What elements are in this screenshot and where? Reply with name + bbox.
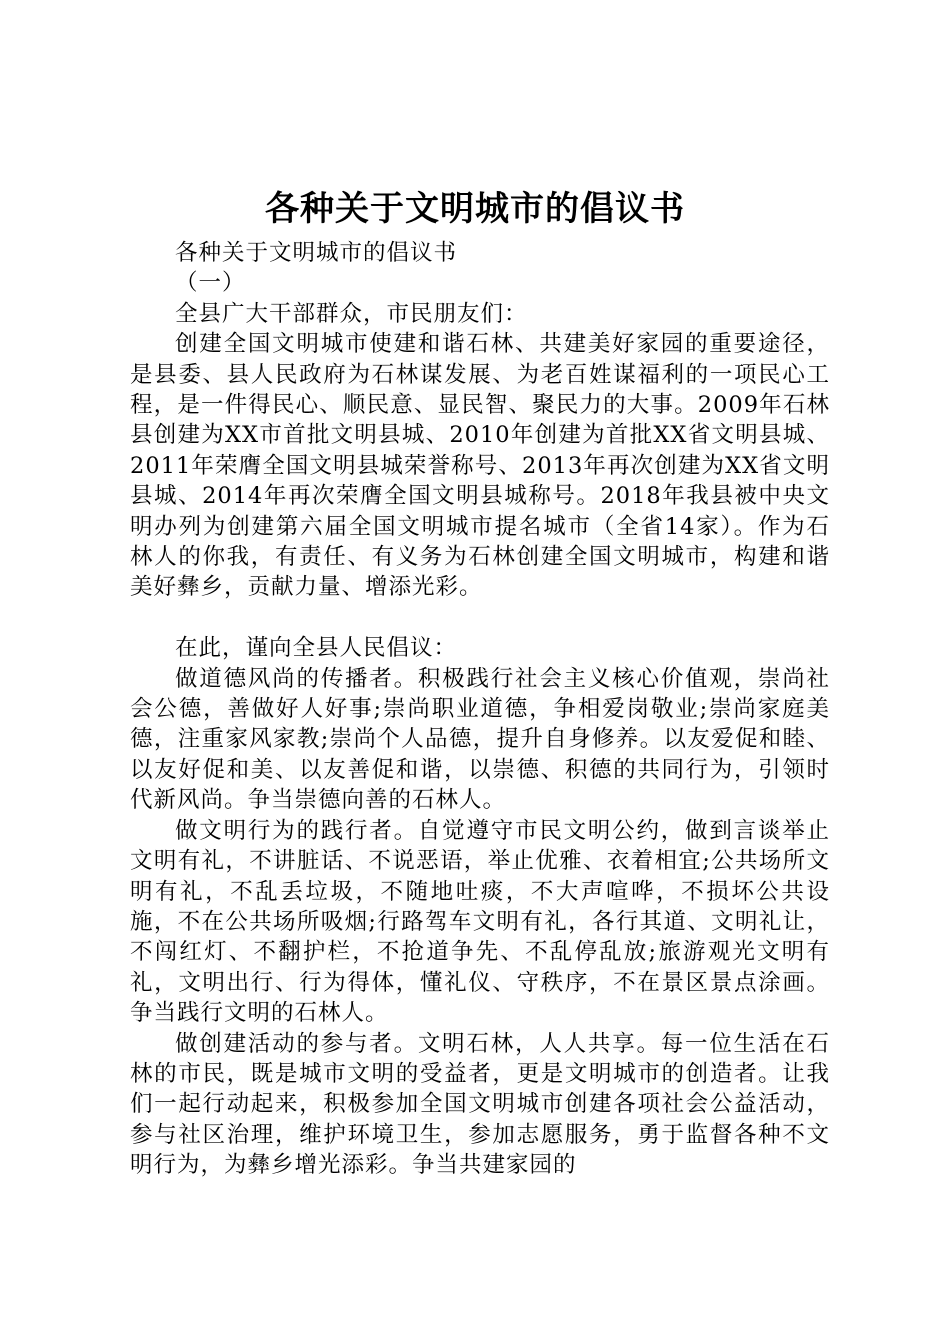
document-body: [130, 238, 830, 1181]
salutation-paragraph: 全县广大干部群众，市民朋友们：: [175, 300, 528, 327]
section-number-paragraph: （一）: [175, 270, 246, 297]
civilized-behavior-paragraph: 做文明行为的践行者。自觉遵守市民文明公约，做到言谈举止文明有礼，不讲脏话、不说恶语，举止优雅、衣着相宜;公共场所文明有礼，不乱丢垃圾，不随地吐痰，不大声喧哗，不损坏公共设施，不在公共场所吸烟;行路驾车文明有礼，各行其道、文明礼让，不闯红灯、不翻护栏，不抢道争先、不乱停乱放;旅游观光文明有礼，文明出行、行为得体，懂礼仪、守秩序，不在景区景点涂画。争当践行文明的石林人。: [130, 817, 830, 1027]
participation-paragraph: 做创建活动的参与者。文明石林，人人共享。每一位生活在石林的市民，既是城市文明的受益者，更是文明城市的创造者。让我们一起行动起来，积极参加全国文明城市创建各项社会公益活动，参与社区治理，维护环境卫生，参加志愿服务，勇于监督各种不文明行为，为彝乡增光添彩。争当共建家园的: [130, 1030, 830, 1179]
document-title: 各种关于文明城市的倡议书: [265, 189, 685, 229]
subtitle-paragraph: 各种关于文明城市的倡议书: [175, 240, 458, 266]
proposal-lead-paragraph: 在此，谨向全县人民倡议：: [175, 635, 458, 662]
morality-paragraph: 做道德风尚的传播者。积极践行社会主义核心价值观，崇尚社会公德，善做好人好事;崇尚职业道德，争相爱岗敬业;崇尚家庭美德，注重家风家教;崇尚个人品德，提升自身修养。以友爱促和睦、以友好促和美、以友善促和谐，以崇德、积德的共同行为，引领时代新风尚。争当崇德向善的石林人。: [130, 665, 830, 814]
intro-paragraph: 创建全国文明城市使建和谐石林、共建美好家园的重要途径，是县委、县人民政府为石林谋发展、为老百姓谋福利的一项民心工程，是一件得民心、顺民意、显民智、聚民力的大事。2009年石林县创建为XX市首批文明县城、2010年创建为首批XX省文明县城、2011年荣膺全国文明县城荣誉称号、2013年再次创建为XX省文明县城、2014年再次荣膺全国文明县城称号。2018年我县被中央文明办列为创建第六届全国文明城市提名城市（全省14家）。作为石林人的你我，有责任、有义务为石林创建全国文明城市，构建和谐美好彝乡，贡献力量、增添光彩。: [130, 331, 830, 601]
